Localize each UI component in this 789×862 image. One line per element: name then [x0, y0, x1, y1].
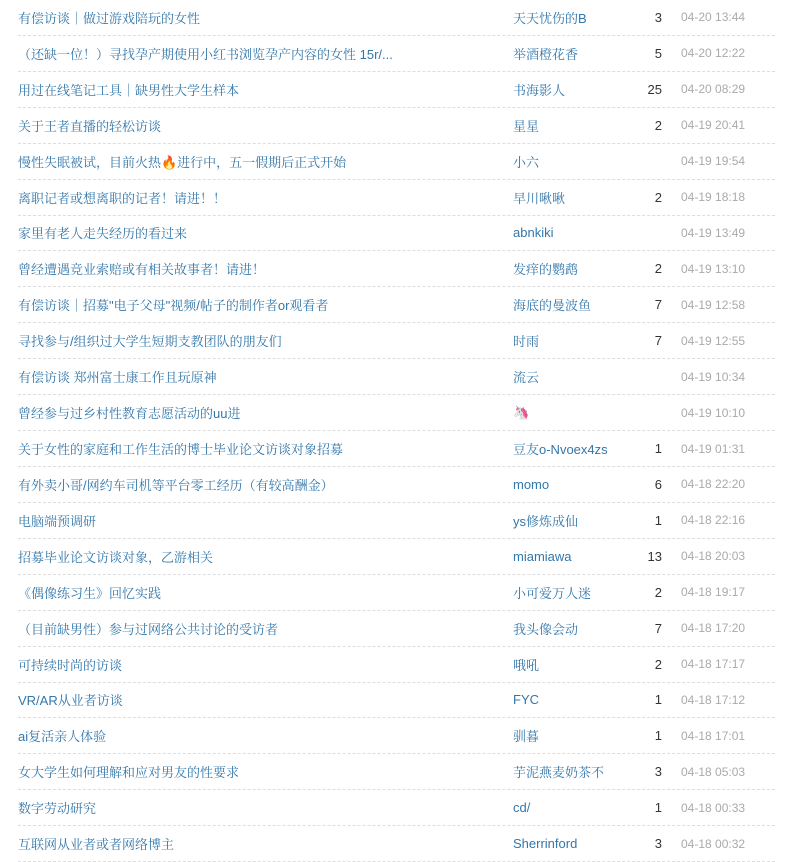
last-reply-time: 04-19 13:49: [681, 225, 746, 240]
topic-title-link[interactable]: VR/AR从业者访谈: [18, 693, 123, 709]
author-link[interactable]: 小可爱万人迷: [513, 585, 592, 601]
author-link[interactable]: cd/: [513, 800, 531, 816]
last-reply-time: 04-19 19:54: [681, 154, 746, 169]
topic-author-cell: [513, 405, 635, 421]
topic-title-cell: [18, 798, 513, 817]
topic-title-link[interactable]: 有偿访谈｜做过游戏陪玩的女性: [18, 10, 201, 26]
topic-author-cell: [513, 477, 635, 492]
reply-count: 2: [654, 117, 662, 133]
topic-title-cell: [18, 44, 513, 63]
last-reply-time: 04-20 12:22: [681, 46, 746, 61]
last-reply-time: 04-18 17:12: [681, 692, 746, 707]
last-reply-time: 04-19 12:58: [681, 297, 746, 312]
last-reply-time: 04-18 20:03: [681, 549, 746, 564]
topic-title-link[interactable]: 互联网从业者或者网络博主: [18, 837, 175, 853]
topic-title-cell: [18, 834, 513, 853]
topic-row: [18, 36, 775, 72]
topic-title-cell: [18, 331, 513, 350]
topic-row: [18, 539, 775, 575]
author-link[interactable]: 我头像会动: [513, 621, 579, 637]
reply-count: 1: [654, 728, 662, 744]
reply-count: 25: [647, 81, 662, 97]
topic-title-cell: [18, 619, 513, 638]
topic-row: [18, 395, 775, 431]
topic-author-cell: [513, 116, 635, 135]
author-link[interactable]: 流云: [513, 370, 540, 386]
topic-title-link[interactable]: 用过在线笔记工具｜缺男性大学生样本: [18, 82, 240, 98]
last-reply-time: 04-18 05:03: [681, 764, 746, 779]
author-link[interactable]: 时雨: [513, 334, 540, 350]
topic-title-cell: [18, 583, 513, 602]
topic-title-cell: [18, 439, 513, 458]
topic-title-cell: [18, 511, 513, 530]
topic-title-link[interactable]: 数字劳动研究: [18, 801, 97, 817]
reply-count: 3: [654, 836, 662, 852]
reply-count: 3: [654, 764, 662, 780]
topic-row: [18, 503, 775, 539]
last-reply-time: 04-18 00:33: [681, 800, 746, 815]
reply-count: 2: [654, 261, 662, 277]
last-reply-time: 04-18 00:32: [681, 836, 746, 851]
author-link[interactable]: 哦吼: [513, 657, 540, 673]
topic-title-cell: [18, 367, 513, 386]
topic-title-link[interactable]: 有偿访谈｜招募"电子父母"视频/帖子的制作者or观看者: [18, 298, 329, 314]
topic-title-cell: [18, 188, 513, 207]
last-reply-time: 04-19 10:10: [681, 405, 746, 420]
topic-title-cell: [18, 80, 513, 99]
topic-row: [18, 72, 775, 108]
topic-title-cell: [18, 259, 513, 278]
topic-row: [18, 683, 775, 719]
topic-row: [18, 431, 775, 467]
topic-title-link[interactable]: 家里有老人走失经历的看过来: [18, 226, 188, 242]
reply-count: 2: [654, 189, 662, 205]
topic-title-cell: [18, 116, 513, 135]
topic-author-cell: [513, 367, 635, 386]
author-link[interactable]: 芋泥燕麦奶茶不: [513, 765, 605, 781]
author-link[interactable]: 豆友o-Nvoex4zs: [513, 442, 608, 458]
topic-row: [18, 144, 775, 180]
topic-row: [18, 575, 775, 611]
topic-title-link[interactable]: 有偿访谈 郑州富士康工作且玩原神: [18, 370, 217, 386]
topic-author-cell: [513, 225, 635, 240]
last-reply-time: 04-18 19:17: [681, 585, 746, 600]
topic-author-cell: [513, 80, 635, 99]
topic-author-cell: [513, 511, 635, 530]
author-link[interactable]: 驯暮: [513, 729, 540, 745]
topic-author-cell: [513, 44, 635, 63]
topic-author-cell: [513, 8, 635, 27]
topic-title-cell: [18, 403, 513, 422]
reply-count: 7: [654, 297, 662, 313]
topic-title-link[interactable]: ai复活亲人体验: [18, 729, 107, 745]
author-link[interactable]: momo: [513, 476, 550, 492]
topic-row: [18, 718, 775, 754]
topic-author-cell: [513, 619, 635, 638]
topic-row: [18, 180, 775, 216]
last-reply-time: 04-20 13:44: [681, 10, 746, 25]
topic-title-cell: [18, 295, 513, 314]
reply-count: 13: [647, 548, 662, 564]
topic-row: [18, 287, 775, 323]
author-link[interactable]: 星星: [513, 118, 540, 134]
topic-title-link[interactable]: 电脑端预调研: [18, 513, 97, 529]
topic-author-cell: [513, 549, 635, 564]
last-reply-time: 04-18 17:17: [681, 657, 746, 672]
topic-row: [18, 216, 775, 252]
topic-author-cell: [513, 655, 635, 674]
last-reply-time: 04-18 22:16: [681, 513, 746, 528]
topic-row: [18, 826, 775, 862]
reply-count: 2: [654, 656, 662, 672]
topic-title-cell: [18, 547, 513, 566]
author-link[interactable]: ys修炼成仙: [513, 513, 579, 529]
topic-author-cell: [513, 331, 635, 350]
topic-author-cell: [513, 295, 635, 314]
topic-title-link[interactable]: 关于王者直播的轻松访谈: [18, 118, 162, 134]
reply-count: 1: [654, 800, 662, 816]
topic-title-link[interactable]: 可持续时尚的访谈: [18, 657, 123, 673]
author-link[interactable]: 海底的曼波鱼: [513, 298, 592, 314]
topic-author-cell: [513, 726, 635, 745]
topic-title-link[interactable]: 《偶像练习生》回忆实践: [18, 585, 162, 601]
topic-title-cell: [18, 475, 513, 494]
topic-row: [18, 467, 775, 503]
topic-row: [18, 611, 775, 647]
topic-row: [18, 754, 775, 790]
topic-row: [18, 790, 775, 826]
topic-title-link[interactable]: （目前缺男性）参与过网络公共讨论的受访者: [18, 621, 279, 637]
last-reply-time: 04-18 17:01: [681, 728, 746, 743]
last-reply-time: 04-19 10:34: [681, 369, 746, 384]
topic-author-cell: [513, 836, 635, 851]
topic-author-cell: [513, 152, 635, 171]
last-reply-time: 04-19 13:10: [681, 261, 746, 276]
author-link[interactable]: 举酒橙花香: [513, 46, 579, 62]
last-reply-time: 04-19 18:18: [681, 190, 746, 205]
author-link[interactable]: 书海影人: [513, 82, 566, 98]
topic-title-cell: [18, 655, 513, 674]
topic-row: [18, 359, 775, 395]
reply-count: 1: [654, 441, 662, 457]
last-reply-time: 04-20 08:29: [681, 82, 746, 97]
reply-count: 7: [654, 333, 662, 349]
author-link[interactable]: 发痒的鹦鹉: [513, 262, 579, 278]
topic-title-link[interactable]: 有外卖小哥/网约车司机等平台零工经历（有较高酬金）: [18, 477, 334, 493]
author-link[interactable]: miamiawa: [513, 548, 572, 564]
topic-author-cell: [513, 692, 635, 707]
author-link[interactable]: 小六: [513, 154, 540, 170]
topic-author-cell: [513, 188, 635, 207]
author-link[interactable]: abnkiki: [513, 225, 554, 241]
reply-count: 1: [654, 512, 662, 528]
topic-author-cell: [513, 259, 635, 278]
author-link[interactable]: 天天忧伤的B: [513, 10, 587, 26]
topic-row: [18, 251, 775, 287]
reply-count: 7: [654, 620, 662, 636]
topic-row: [18, 108, 775, 144]
topic-title-cell: [18, 726, 513, 745]
topic-author-cell: [513, 762, 635, 781]
last-reply-time: 04-18 17:20: [681, 621, 746, 636]
topic-author-cell: [513, 800, 635, 815]
last-reply-time: 04-19 20:41: [681, 118, 746, 133]
last-reply-time: 04-18 22:20: [681, 477, 746, 492]
topic-title-cell: [18, 152, 513, 171]
reply-count: 6: [654, 476, 662, 492]
reply-count: 3: [654, 9, 662, 25]
last-reply-time: 04-19 01:31: [681, 441, 746, 456]
topic-title-link[interactable]: 招募毕业论文访谈对象，乙游相关: [18, 549, 214, 565]
topic-row: [18, 647, 775, 683]
reply-count: 5: [654, 45, 662, 61]
author-link[interactable]: Sherrinford: [513, 836, 578, 852]
author-link[interactable]: 🦄: [513, 404, 530, 420]
topic-title-cell: [18, 690, 513, 709]
topic-title-link[interactable]: 关于女性的家庭和工作生活的博士毕业论文访谈对象招募: [18, 442, 344, 458]
author-link[interactable]: FYC: [513, 692, 539, 708]
topic-title-cell: [18, 223, 513, 242]
topic-row: [18, 323, 775, 359]
reply-count: 2: [654, 584, 662, 600]
topic-title-link[interactable]: 女大学生如何理解和应对男友的性要求: [18, 765, 240, 781]
topic-row: [18, 0, 775, 36]
topic-title-link[interactable]: 曾经参与过乡村性教育志愿活动的uu进: [18, 406, 241, 422]
topic-title-link[interactable]: （还缺一位！）寻找孕产期使用小红书浏览孕产内容的女性 15r/...: [18, 46, 393, 62]
topic-title-link[interactable]: 寻找参与/组织过大学生短期支教团队的朋友们: [18, 334, 282, 350]
topic-title-cell: [18, 8, 513, 27]
topic-title-cell: [18, 762, 513, 781]
reply-count: 1: [654, 692, 662, 708]
topic-author-cell: [513, 439, 635, 458]
topic-title-link[interactable]: 慢性失眠被试，目前火热🔥进行中，五一假期后正式开始: [18, 154, 347, 170]
topic-title-link[interactable]: 曾经遭遇竞业索赔或有相关故事者！请进！: [18, 262, 266, 278]
author-link[interactable]: 早川啾啾: [513, 190, 566, 206]
topic-title-link[interactable]: 离职记者或想离职的记者！请进！！: [18, 190, 227, 206]
topic-author-cell: [513, 583, 635, 602]
last-reply-time: 04-19 12:55: [681, 333, 746, 348]
